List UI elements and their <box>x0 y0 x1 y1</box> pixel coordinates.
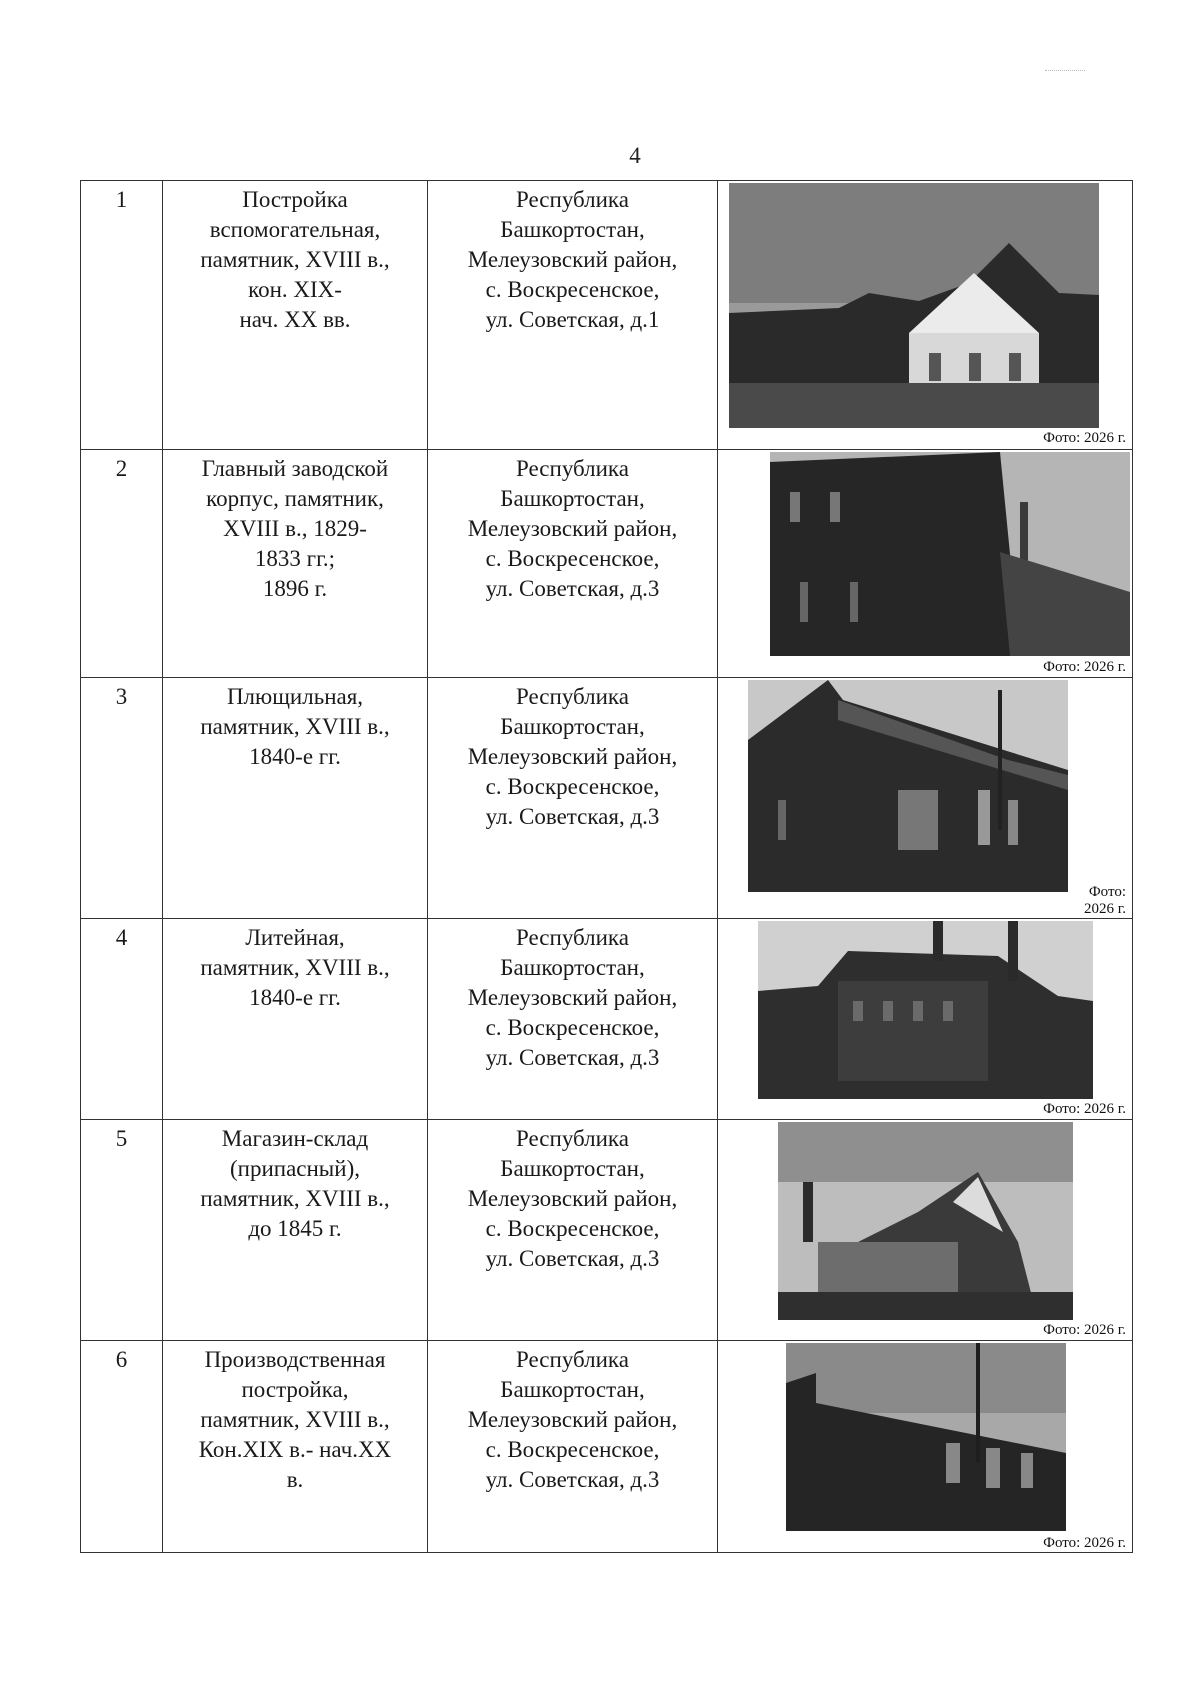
address-line: Башкортостан, <box>500 1377 645 1402</box>
address-line: Мелеузовский район, <box>467 1186 678 1211</box>
table-row <box>81 678 1133 919</box>
photo-cell <box>718 919 1133 1120</box>
address-line: Башкортостан, <box>500 955 645 980</box>
object-name <box>163 1341 428 1553</box>
address-line: Республика <box>516 1347 629 1372</box>
object-name-line: памятник, XVIII в., <box>200 1407 390 1432</box>
photo-caption-line: Фото: 2026 г. <box>1043 430 1126 446</box>
object-name-line: корпус, памятник, <box>206 486 384 511</box>
row-number: 5 <box>81 1120 163 1341</box>
address-line: ул. Советская, д.3 <box>485 576 660 601</box>
object-name-line: Главный заводской <box>201 456 389 481</box>
object-name-line: памятник, XVIII в., <box>200 247 390 272</box>
address-line: с. Воскресенское, <box>485 774 660 799</box>
address-line: ул. Советская, д.3 <box>485 804 660 829</box>
address-line: ул. Советская, д.3 <box>485 1246 660 1271</box>
table-row <box>81 1341 1133 1553</box>
row-number: 6 <box>81 1341 163 1553</box>
address-line: Башкортостан, <box>500 1156 645 1181</box>
row-number: 1 <box>81 181 163 450</box>
object-name-line: Кон.XIX в.- нач.XX <box>198 1437 392 1462</box>
address-line: Республика <box>516 456 629 481</box>
heritage-objects-table <box>80 180 1133 1553</box>
address-line: с. Воскресенское, <box>485 1437 660 1462</box>
address-line: Республика <box>516 925 629 950</box>
address-line: ул. Советская, д.3 <box>485 1467 660 1492</box>
table-row <box>81 181 1133 450</box>
object-address <box>428 919 718 1120</box>
row-number: 4 <box>81 919 163 1120</box>
photo-cell <box>718 181 1133 450</box>
object-name-line: 1840-е гг. <box>249 985 341 1010</box>
photo-cell <box>718 1341 1133 1553</box>
address-line: Башкортостан, <box>500 714 645 739</box>
building-photo <box>729 183 1099 428</box>
object-name-line: 1896 г. <box>262 576 328 601</box>
photo-caption <box>1043 430 1126 447</box>
object-name-line: Магазин-склад <box>221 1126 369 1151</box>
photo-caption <box>1043 1101 1126 1118</box>
building-photo <box>748 680 1068 892</box>
address-line: с. Воскресенское, <box>485 546 660 571</box>
photo-caption-line: Фото: 2026 г. <box>1043 1535 1126 1551</box>
object-name-line: 1833 гг.; <box>254 546 336 571</box>
address-line: с. Воскресенское, <box>485 1015 660 1040</box>
address-line: с. Воскресенское, <box>485 277 660 302</box>
object-address <box>428 181 718 450</box>
scan-artifact <box>1045 70 1085 73</box>
object-name <box>163 919 428 1120</box>
building-photo <box>786 1343 1066 1531</box>
building-photo <box>770 452 1130 656</box>
address-line: Республика <box>516 684 629 709</box>
object-address <box>428 678 718 919</box>
object-name-line: памятник, XVIII в., <box>200 955 390 980</box>
object-name-line: Постройка <box>242 187 348 212</box>
address-line: Мелеузовский район, <box>467 516 678 541</box>
object-name <box>163 181 428 450</box>
object-name-line: нач. XX вв. <box>239 307 351 332</box>
object-name-line: до 1845 г. <box>248 1216 342 1241</box>
address-line: ул. Советская, д.3 <box>485 1045 660 1070</box>
photo-caption <box>1043 659 1126 676</box>
address-line: Мелеузовский район, <box>467 247 678 272</box>
object-name <box>163 1120 428 1341</box>
object-name-line: постройка, <box>241 1377 349 1402</box>
address-line: Башкортостан, <box>500 486 645 511</box>
page-number: 4 <box>629 143 641 168</box>
photo-caption <box>1084 884 1126 918</box>
photo-caption <box>1043 1322 1126 1339</box>
object-name-line: в. <box>286 1467 304 1492</box>
table-row <box>81 919 1133 1120</box>
object-name-line: Плющильная, <box>226 684 364 709</box>
object-name <box>163 678 428 919</box>
photo-caption-line: Фото: <box>1088 884 1126 900</box>
photo-caption-line: Фото: 2026 г. <box>1043 1101 1126 1117</box>
address-line: Республика <box>516 1126 629 1151</box>
building-photo <box>758 921 1093 1099</box>
table-row <box>81 450 1133 678</box>
photo-caption-line: Фото: 2026 г. <box>1043 1322 1126 1338</box>
object-name-line: XVIII в., 1829- <box>223 516 367 541</box>
object-name-line: памятник, XVIII в., <box>200 714 390 739</box>
object-address <box>428 1120 718 1341</box>
address-line: Мелеузовский район, <box>467 1407 678 1432</box>
object-address <box>428 1341 718 1553</box>
object-name-line: Производственная <box>204 1347 386 1372</box>
object-name-line: кон. XIX- <box>248 277 342 302</box>
object-name-line: памятник, XVIII в., <box>200 1186 390 1211</box>
photo-cell <box>718 450 1133 678</box>
address-line: Мелеузовский район, <box>467 744 678 769</box>
object-name <box>163 450 428 678</box>
address-line: Башкортостан, <box>500 217 645 242</box>
photo-caption-line: Фото: 2026 г. <box>1043 659 1126 675</box>
object-name-line: вспомогательная, <box>209 217 381 242</box>
table-row <box>81 1120 1133 1341</box>
object-name-line: Литейная, <box>245 925 345 950</box>
object-name-line: (припасный), <box>230 1156 360 1181</box>
building-photo <box>778 1122 1073 1320</box>
photo-cell <box>718 678 1133 919</box>
row-number: 2 <box>81 450 163 678</box>
address-line: ул. Советская, д.1 <box>485 307 660 332</box>
photo-caption <box>1043 1535 1126 1552</box>
object-address <box>428 450 718 678</box>
address-line: с. Воскресенское, <box>485 1216 660 1241</box>
object-name-line: 1840-е гг. <box>249 744 341 769</box>
photo-cell <box>718 1120 1133 1341</box>
photo-caption-line: 2026 г. <box>1084 901 1126 917</box>
address-line: Мелеузовский район, <box>467 985 678 1010</box>
row-number: 3 <box>81 678 163 919</box>
address-line: Республика <box>516 187 629 212</box>
